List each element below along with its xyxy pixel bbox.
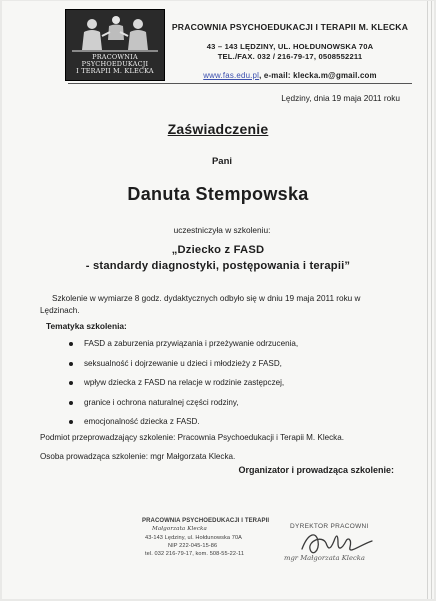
logo-text-line: PRACOWNIA — [92, 53, 138, 61]
organization-phone: TEL./FAX. 032 / 216-79-17, 0508552211 — [217, 52, 363, 61]
course-title-line: - standardy diagnostyki, postępowania i terapii” — [85, 260, 351, 272]
recipient-name: Danuta Stempowska — [127, 184, 309, 204]
stamp-line: Małgorzata Klecka — [152, 526, 207, 533]
topics-list — [68, 339, 298, 437]
organization-stamp — [142, 517, 282, 558]
document-title: Zaświadczenie — [167, 121, 269, 137]
organization-name: PRACOWNIA PSYCHOEDUKACJI I TERAPII M. KLECKA — [171, 22, 409, 32]
list-item: emocjonalność dziecka z FASD. — [68, 417, 298, 437]
certificate-page — [2, 1, 434, 599]
director-stamp: DYREKTOR PRACOWNI — [290, 523, 369, 530]
list-item: seksualność i dojrzewanie u dzieci i młodzieży z FASD, — [68, 359, 298, 379]
salutation: Pani — [211, 156, 233, 167]
stamp-line: PRACOWNIA PSYCHOEDUKACJI I TERAPII — [142, 518, 270, 524]
email-text: , e-mail: klecka.m@gmail.com — [259, 71, 377, 80]
sheet-edge-line — [431, 1, 432, 599]
list-item: wpływ dziecka z FASD na relacje w rodzinie zastępczej, — [68, 378, 298, 398]
logo-text-line: PSYCHOEDUKACJI — [81, 60, 149, 68]
stamp-line: NIP 222-045-15-86 — [168, 542, 218, 549]
sheet-edge-line — [427, 1, 428, 599]
training-info: Szkolenie w wymiarze 8 godz. dydaktycznych odbyło się w dniu 19 maja 2011 roku w Lędzinach. — [40, 294, 361, 315]
organizer-label: Organizator i prowadząca szkolenie: — [238, 465, 394, 475]
stamp-line: tel. 032 216-79-17, kom. 508-55-22-11 — [145, 551, 245, 558]
logo-text-line: I TERAPII M. KLECKA — [76, 67, 154, 75]
stamp-line: 43-143 Lędziny, ul. Hołdunowska 70A — [145, 534, 242, 541]
conducting-entity: Podmiot przeprowadzający szkolenie: Pracownia Psychoedukacji i Terapii M. Klecka. — [40, 433, 344, 442]
list-item: granice i ochrona naturalnej części rodziny, — [68, 398, 298, 418]
list-item: FASD a zaburzenia przywiązania i przeżywanie odrzucenia, — [68, 339, 298, 359]
organization-contact — [164, 71, 416, 80]
header-divider — [68, 83, 412, 84]
course-title-line: „Dziecko z FASD — [171, 244, 265, 256]
organization-address: 43 – 143 LĘDZINY, UL. HOŁDUNOWSKA 70A — [206, 42, 374, 51]
participation-text: uczestniczyła w szkoleniu: — [173, 225, 271, 235]
website-link[interactable]: www.fas.edu.pl — [203, 71, 260, 80]
topics-heading: Tematyka szkolenia: — [46, 321, 127, 331]
director-name: mgr Małgorzata Klecka — [284, 554, 365, 562]
organization-logo — [65, 9, 165, 81]
conducting-person: Osoba prowadząca szkolenie: mgr Małgorzata Klecka. — [40, 452, 236, 461]
issue-date: Lędziny, dnia 19 maja 2011 roku — [281, 93, 400, 103]
